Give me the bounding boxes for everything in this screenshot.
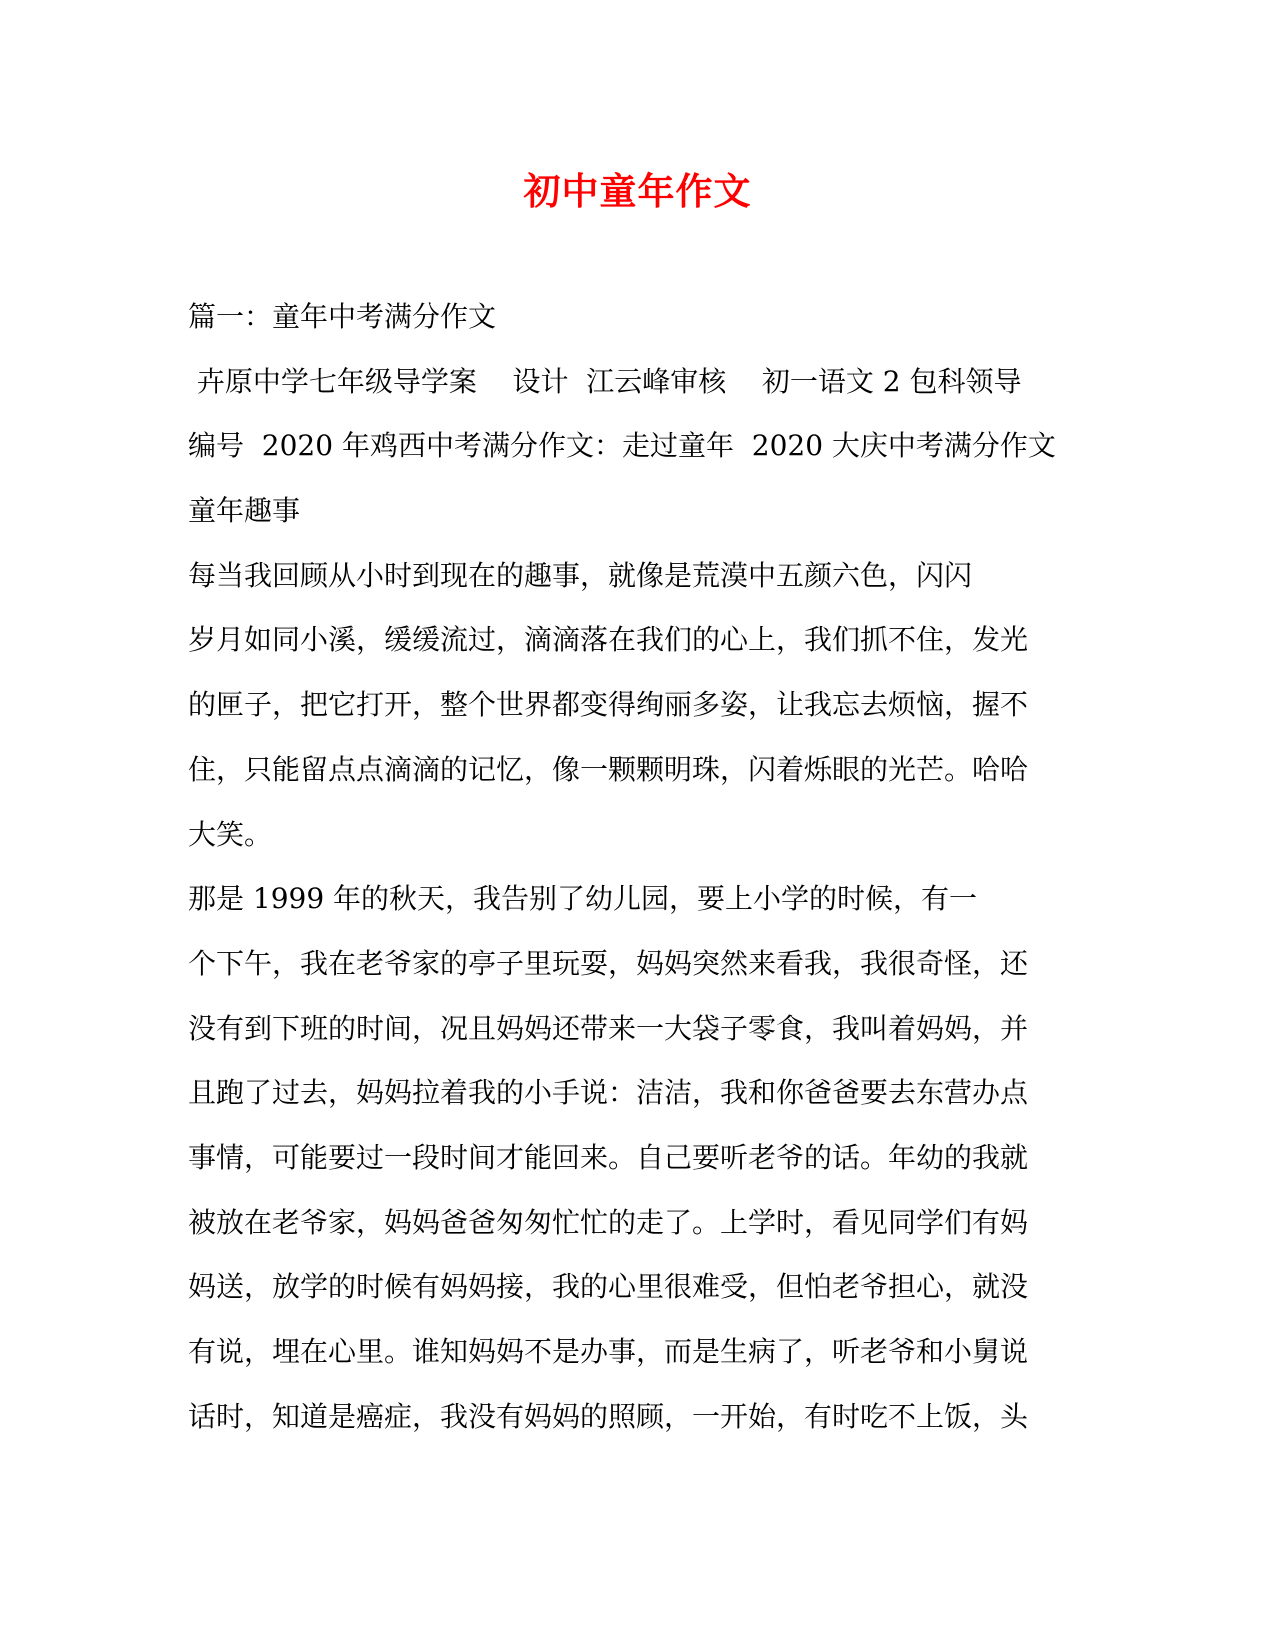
- text-line: 编号 2020 年鸡西中考满分作文：走过童年 2020 大庆中考满分作文: [188, 429, 1056, 463]
- text-line: 妈送，放学的时候有妈妈接，我的心里很难受，但怕老爷担心，就没: [188, 1270, 1029, 1304]
- text-line: 住，只能留点点滴滴的记忆，像一颗颗明珠，闪着烁眼的光芒。哈哈: [188, 752, 1029, 786]
- document-title: 初中童年作文: [523, 169, 752, 213]
- text-line: 篇一：童年中考满分作文: [188, 300, 497, 333]
- text-line: 被放在老爷家，妈妈爸爸匆匆忙忙的走了。上学时，看见同学们有妈: [188, 1205, 1029, 1239]
- text-line: 没有到下班的时间，况且妈妈还带来一大袋子零食，我叫着妈妈，并: [188, 1011, 1029, 1045]
- text-line: 大笑。: [188, 817, 273, 851]
- text-line: 童年趣事: [188, 494, 301, 528]
- text-line: 个下午，我在老爷家的亭子里玩耍，妈妈突然来看我，我很奇怪，还: [188, 946, 1029, 980]
- text-line: 且跑了过去，妈妈拉着我的小手说：洁洁，我和你爸爸要去东营办点: [188, 1076, 1029, 1110]
- text-line: 有说，埋在心里。谁知妈妈不是办事，而是生病了，听老爷和小舅说: [188, 1335, 1029, 1368]
- text-line: 每当我回顾从小时到现在的趣事，就像是荒漠中五颜六色，闪闪: [188, 558, 973, 592]
- text-line: 岁月如同小溪，缓缓流过，滴滴落在我们的心上，我们抓不住，发光: [188, 623, 1029, 657]
- text-line: 的匣子，把它打开，整个世界都变得绚丽多姿，让我忘去烦恼，握不: [188, 688, 1029, 722]
- text-line: 话时，知道是癌症，我没有妈妈的照顾，一开始，有时吃不上饭，头: [188, 1399, 1029, 1433]
- text-line: 那是 1999 年的秋天，我告别了幼儿园，要上小学的时候，有一: [188, 882, 978, 916]
- text-line: 事情，可能要过一段时间才能回来。自己要听老爷的话。年幼的我就: [188, 1140, 1029, 1174]
- document-body: [188, 285, 1078, 1449]
- text-line: 卉原中学七年级导学案 设计 江云峰审核 初一语文 2 包科领导: [188, 364, 1022, 398]
